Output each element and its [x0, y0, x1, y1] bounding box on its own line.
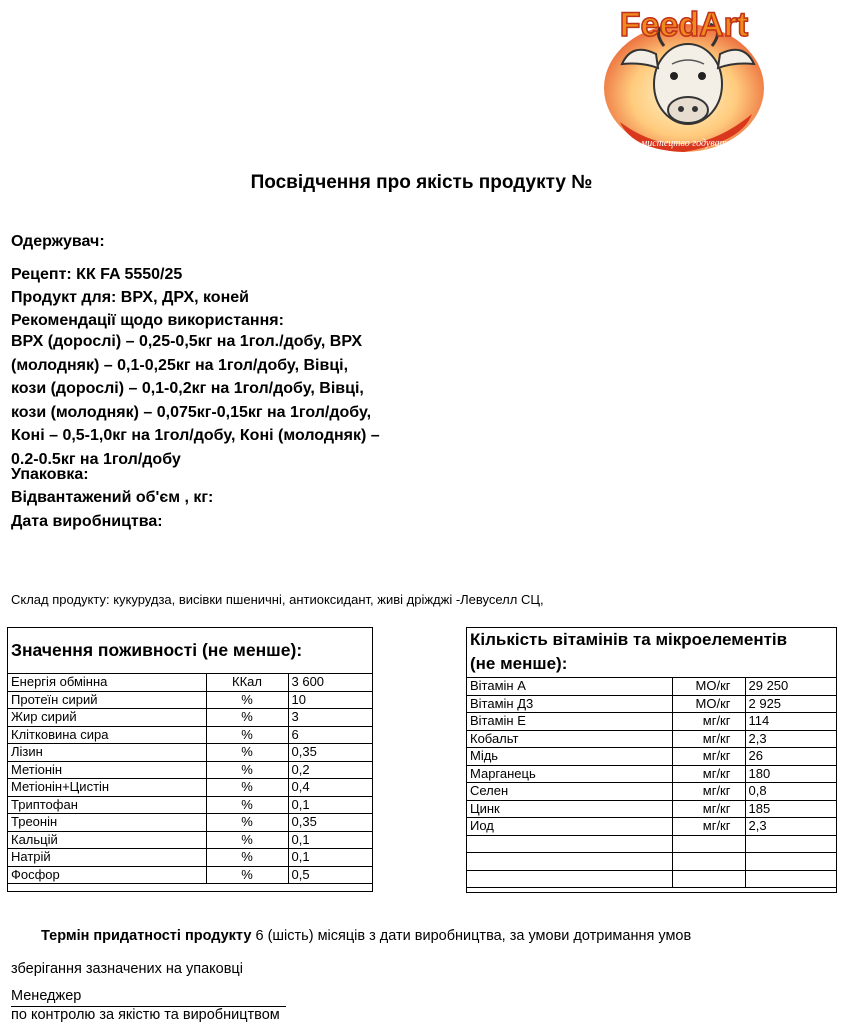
feedart-logo [592, 2, 782, 158]
cell-value [745, 835, 836, 853]
vitamins-title [467, 628, 836, 677]
vitamins-title-line2: (не менше): [470, 654, 568, 673]
table-row [467, 678, 836, 696]
cell-unit: % [206, 831, 288, 849]
recommendation-line: ВРХ (дорослі) – 0,25-0,5кг на 1гол./добу, ВРХ [11, 333, 363, 350]
cell-name: Метіонін+Цистін [8, 779, 206, 797]
cell-name [467, 853, 672, 871]
cell-value: 0,8 [745, 783, 836, 801]
cell-name: Кальцій [8, 831, 206, 849]
cell-name: Натрій [8, 849, 206, 867]
recommendation-line: кози (молодняк) – 0,075кг-0,15кг на 1гол/добу, [11, 403, 372, 421]
recommendations-text [11, 330, 451, 471]
table-row [467, 695, 836, 713]
table-row [8, 814, 372, 832]
recommendation-line: кози (дорослі) – 0,1-0,2кг на 1гол/добу, Вівці, [11, 380, 364, 397]
cell-value: 185 [745, 800, 836, 818]
cell-unit: % [206, 814, 288, 832]
table-row [467, 800, 836, 818]
manager-line1: Менеджер [11, 988, 82, 1004]
cell-name: Клітковина сира [8, 726, 206, 744]
recommendation-line: Коні – 0,5-1,0кг на 1гол/добу, Коні (молодняк) – [11, 427, 380, 444]
packaging-label: Упаковка: [11, 466, 89, 483]
table-row [467, 713, 836, 731]
cell-unit: мг/кг [672, 800, 745, 818]
recommendation-line: (молодняк) – 0,1-0,25кг на 1гол/добу, Вівці, [11, 356, 349, 374]
cell-unit: мг/кг [672, 765, 745, 783]
manager-line2: по контролю за якістю та виробництвом [11, 1007, 280, 1023]
cell-name: Вітамін А [467, 678, 672, 696]
cell-value [745, 870, 836, 888]
cell-value: 26 [745, 748, 836, 766]
cell-name: Кобальт [467, 730, 672, 748]
table-row [8, 691, 372, 709]
cell-unit: мг/кг [672, 713, 745, 731]
nutrition-table [7, 627, 373, 892]
production-date-label: Дата виробництва: [11, 513, 163, 530]
recommendation-line: 0.2-0.5кг на 1гол/добу [11, 450, 181, 468]
cell-unit: мг/кг [672, 748, 745, 766]
shelf-life [11, 920, 831, 986]
cell-name: Триптофан [8, 796, 206, 814]
cell-unit: % [206, 761, 288, 779]
cell-name: Мідь [467, 748, 672, 766]
table-row [467, 765, 836, 783]
cell-name: Марганець [467, 765, 672, 783]
page-title: Посвідчення про якість продукту № [250, 172, 593, 193]
cell-unit: МО/кг [672, 695, 745, 713]
product-for: Продукт для: ВРХ, ДРХ, коней [11, 289, 249, 306]
shelf-life-text: 6 (шість) місяців з дати виробництва, за умови дотримання умов [251, 928, 692, 944]
cell-value: 6 [288, 726, 372, 744]
cell-name: Лізин [8, 744, 206, 762]
table-row [8, 674, 372, 692]
cell-value: 3 [288, 709, 372, 727]
cell-unit: мг/кг [672, 818, 745, 836]
table-row [467, 870, 836, 888]
table-row [8, 726, 372, 744]
table-row [467, 730, 836, 748]
cell-name: Треонін [8, 814, 206, 832]
cell-unit: МО/кг [672, 678, 745, 696]
cell-unit: % [206, 796, 288, 814]
vitamins-grid [467, 677, 836, 888]
composition-text: Склад продукту: кукурудза, висівки пшеничні, антиоксидант, живі дріжджі -Левуселл СЦ, [11, 592, 544, 607]
cell-value: 0,1 [288, 796, 372, 814]
nutrition-title: Значення поживності (не менше): [11, 640, 303, 660]
recipe-label: Рецепт: КК FA 5550/25 [11, 266, 183, 283]
cell-name: Селен [467, 783, 672, 801]
shelf-life-label: Термін придатності продукту [41, 928, 252, 944]
table-row [467, 783, 836, 801]
cell-value: 0,1 [288, 849, 372, 867]
cell-unit: % [206, 849, 288, 867]
table-row [8, 796, 372, 814]
table-row [467, 818, 836, 836]
cell-name: Метіонін [8, 761, 206, 779]
shipped-volume-label: Відвантажений об'єм , кг: [11, 489, 214, 506]
cell-value: 0,1 [288, 831, 372, 849]
cell-value: 0,5 [288, 866, 372, 884]
cell-name: Цинк [467, 800, 672, 818]
cell-value: 3 600 [288, 674, 372, 692]
table-row [467, 835, 836, 853]
cell-name: Вітамін Е [467, 713, 672, 731]
cell-unit: % [206, 866, 288, 884]
signature-line [11, 1006, 286, 1007]
cow-logo-icon [592, 2, 782, 158]
cell-value: 2,3 [745, 730, 836, 748]
cell-value [745, 853, 836, 871]
cell-unit: % [206, 709, 288, 727]
slogan-text: мистецтво годувати! [640, 138, 736, 149]
cell-name [467, 835, 672, 853]
table-row [8, 831, 372, 849]
nutrition-grid [8, 673, 372, 884]
cell-value: 0,35 [288, 814, 372, 832]
shelf-life-text-2: зберігання зазначених на упаковці [11, 961, 243, 977]
vitamins-title-line1: Кількість вітамінів та мікроелементів [470, 630, 788, 649]
cell-name [467, 870, 672, 888]
table-row [467, 853, 836, 871]
cell-value: 2 925 [745, 695, 836, 713]
cell-unit: % [206, 744, 288, 762]
table-row [8, 744, 372, 762]
vitamins-table [466, 627, 837, 893]
cell-name: Жир сирий [8, 709, 206, 727]
cell-value: 29 250 [745, 678, 836, 696]
table-row [8, 709, 372, 727]
recommendations-label: Рекомендації щодо використання: [11, 312, 284, 329]
cell-unit [672, 853, 745, 871]
table-row [467, 748, 836, 766]
table-row [8, 849, 372, 867]
cell-name: Протеїн сирий [8, 691, 206, 709]
cell-name: Иод [467, 818, 672, 836]
cell-unit: % [206, 779, 288, 797]
cell-name: Енергія обмінна [8, 674, 206, 692]
table-row [8, 779, 372, 797]
cell-unit: мг/кг [672, 730, 745, 748]
cell-value: 10 [288, 691, 372, 709]
cell-value: 2,3 [745, 818, 836, 836]
cell-value: 180 [745, 765, 836, 783]
table-row [8, 761, 372, 779]
cell-value: 0,35 [288, 744, 372, 762]
cell-name: Фосфор [8, 866, 206, 884]
cell-unit: % [206, 726, 288, 744]
recipient-label: Одержувач: [11, 233, 105, 250]
table-row [8, 866, 372, 884]
cell-name: Вітамін Д3 [467, 695, 672, 713]
cell-unit [672, 835, 745, 853]
cell-unit [672, 870, 745, 888]
brand-text: FeedArt [619, 6, 749, 44]
cell-unit: % [206, 691, 288, 709]
cell-value: 114 [745, 713, 836, 731]
cell-unit: мг/кг [672, 783, 745, 801]
cell-unit: ККал [206, 674, 288, 692]
cell-value: 0,4 [288, 779, 372, 797]
cell-value: 0,2 [288, 761, 372, 779]
